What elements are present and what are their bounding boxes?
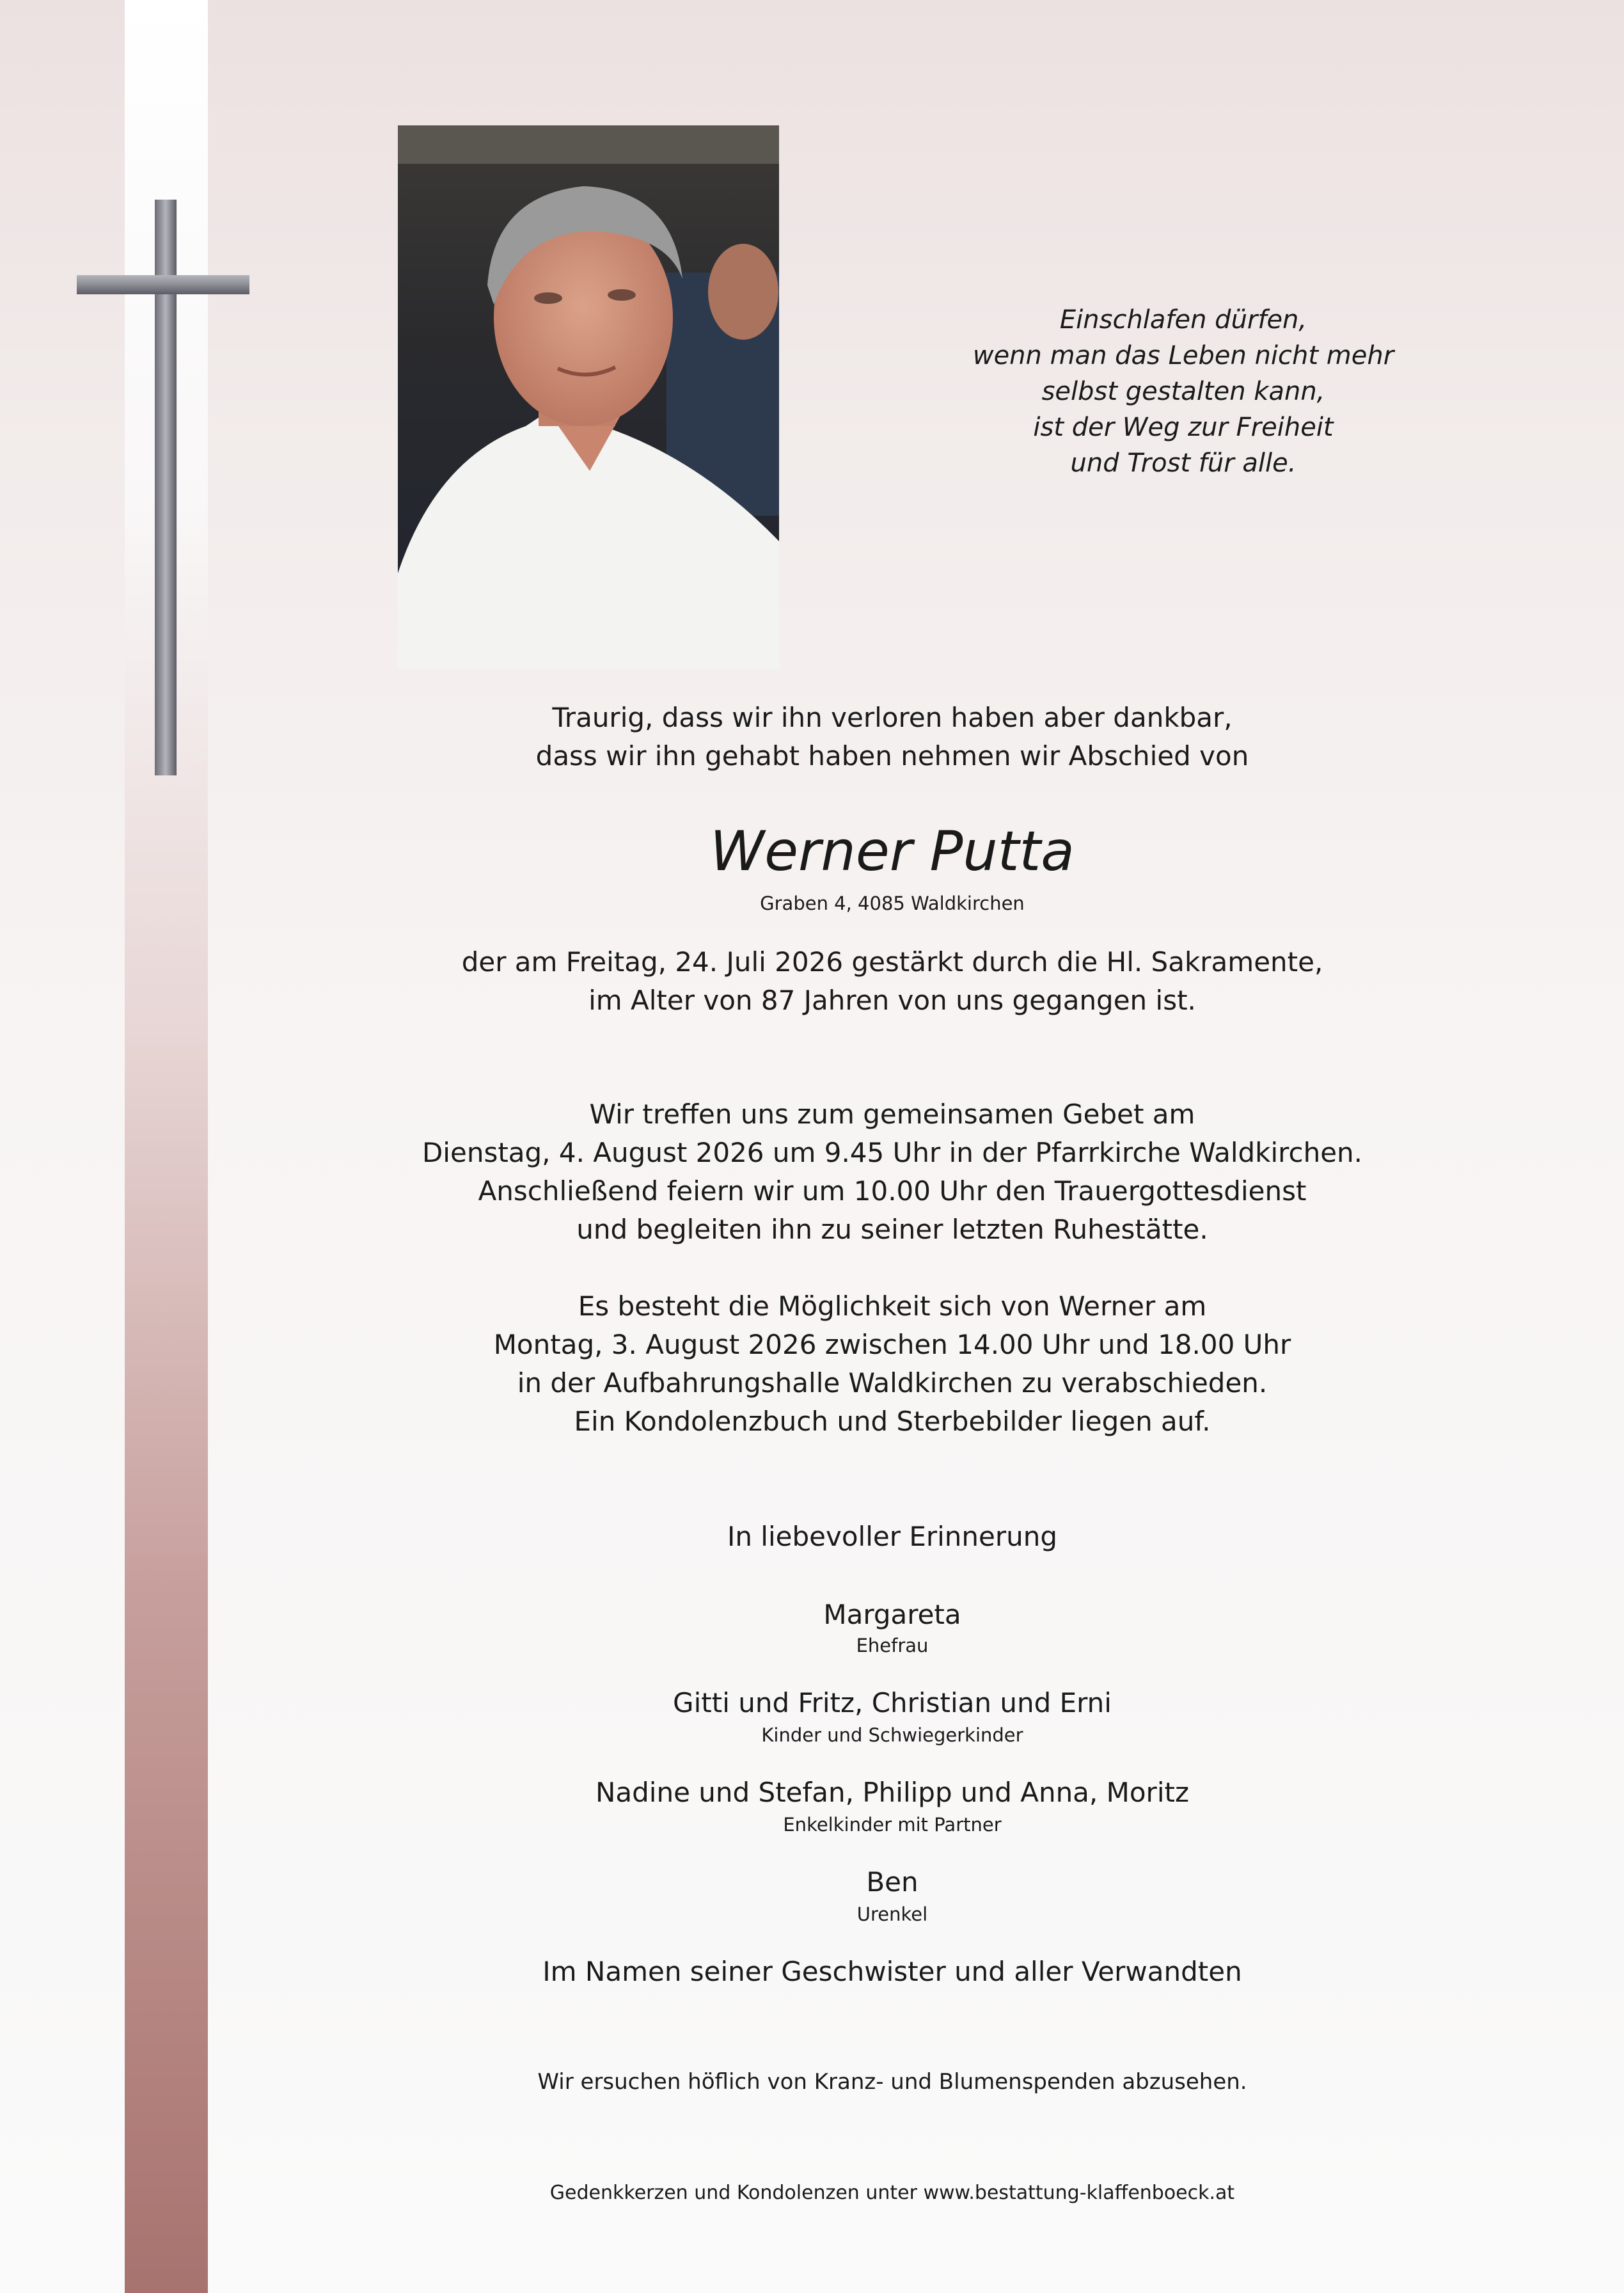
viewing-line: Es besteht die Möglichkeit sich von Werner am — [578, 1290, 1207, 1322]
quote-line: selbst gestalten kann, — [1041, 377, 1325, 406]
quote-line: wenn man das Leben nicht mehr — [972, 341, 1394, 370]
mourner-relation: Ehefrau — [856, 1635, 929, 1656]
intro-text — [256, 699, 1529, 775]
mourner-names: Ben — [866, 1866, 918, 1898]
cross-icon — [77, 200, 256, 775]
viewing-line: Montag, 3. August 2026 zwischen 14.00 Uhr und 18.00 Uhr — [493, 1329, 1291, 1360]
quote-line: Einschlafen dürfen, — [1059, 305, 1307, 335]
service-line: Wir treffen uns zum gemeinsamen Gebet am — [589, 1099, 1195, 1130]
intro-line: dass wir ihn gehabt haben nehmen wir Abschied von — [535, 740, 1249, 772]
deceased-name: Werner Putta — [710, 820, 1075, 884]
mourner-relation: Urenkel — [856, 1903, 928, 1925]
service-line: und begleiten ihn zu seiner letzten Ruhestätte. — [576, 1214, 1208, 1245]
death-line: im Alter von 87 Jahren von uns gegangen ist. — [588, 985, 1196, 1016]
viewing-details — [256, 1287, 1529, 1441]
mourner-names: Gitti und Fritz, Christian und Erni — [673, 1687, 1112, 1718]
mourner-relation: Kinder und Schwiegerkinder — [761, 1724, 1023, 1746]
mourners-heading: In liebevoller Erinnerung — [727, 1521, 1058, 1552]
intro-line: Traurig, dass wir ihn verloren haben aber dankbar, — [552, 702, 1233, 733]
mourner-names: Nadine und Stefan, Philipp und Anna, Moritz — [595, 1777, 1190, 1808]
portrait-photo — [398, 125, 779, 669]
viewing-line: Ein Kondolenzbuch und Sterbebilder liegen auf. — [574, 1406, 1211, 1437]
deceased-address: Graben 4, 4085 Waldkirchen — [760, 893, 1025, 914]
mourner-relation: Enkelkinder mit Partner — [783, 1814, 1002, 1836]
death-line: der am Freitag, 24. Juli 2026 gestärkt durch die Hl. Sakramente, — [461, 946, 1323, 978]
service-details — [256, 1095, 1529, 1249]
viewing-line: in der Aufbahrungshalle Waldkirchen zu verabschieden. — [517, 1367, 1268, 1399]
service-line: Anschließend feiern wir um 10.00 Uhr den Trauergottesdienst — [478, 1175, 1307, 1207]
quote-line: ist der Weg zur Freiheit — [1033, 413, 1334, 442]
death-notice — [256, 943, 1529, 1020]
mourner-names: Margareta — [823, 1599, 961, 1630]
memorial-quote — [832, 302, 1535, 481]
donation-request: Wir ersuchen höflich von Kranz- und Blumenspenden abzusehen. — [537, 2069, 1247, 2095]
mourners-closing: Im Namen seiner Geschwister und aller Verwandten — [542, 1956, 1242, 1987]
quote-line: und Trost für alle. — [1070, 448, 1297, 478]
service-line: Dienstag, 4. August 2026 um 9.45 Uhr in der Pfarrkirche Waldkirchen. — [422, 1137, 1363, 1168]
condolence-footer: Gedenkkerzen und Kondolenzen unter www.bestattung-klaffenboeck.at — [549, 2182, 1235, 2204]
